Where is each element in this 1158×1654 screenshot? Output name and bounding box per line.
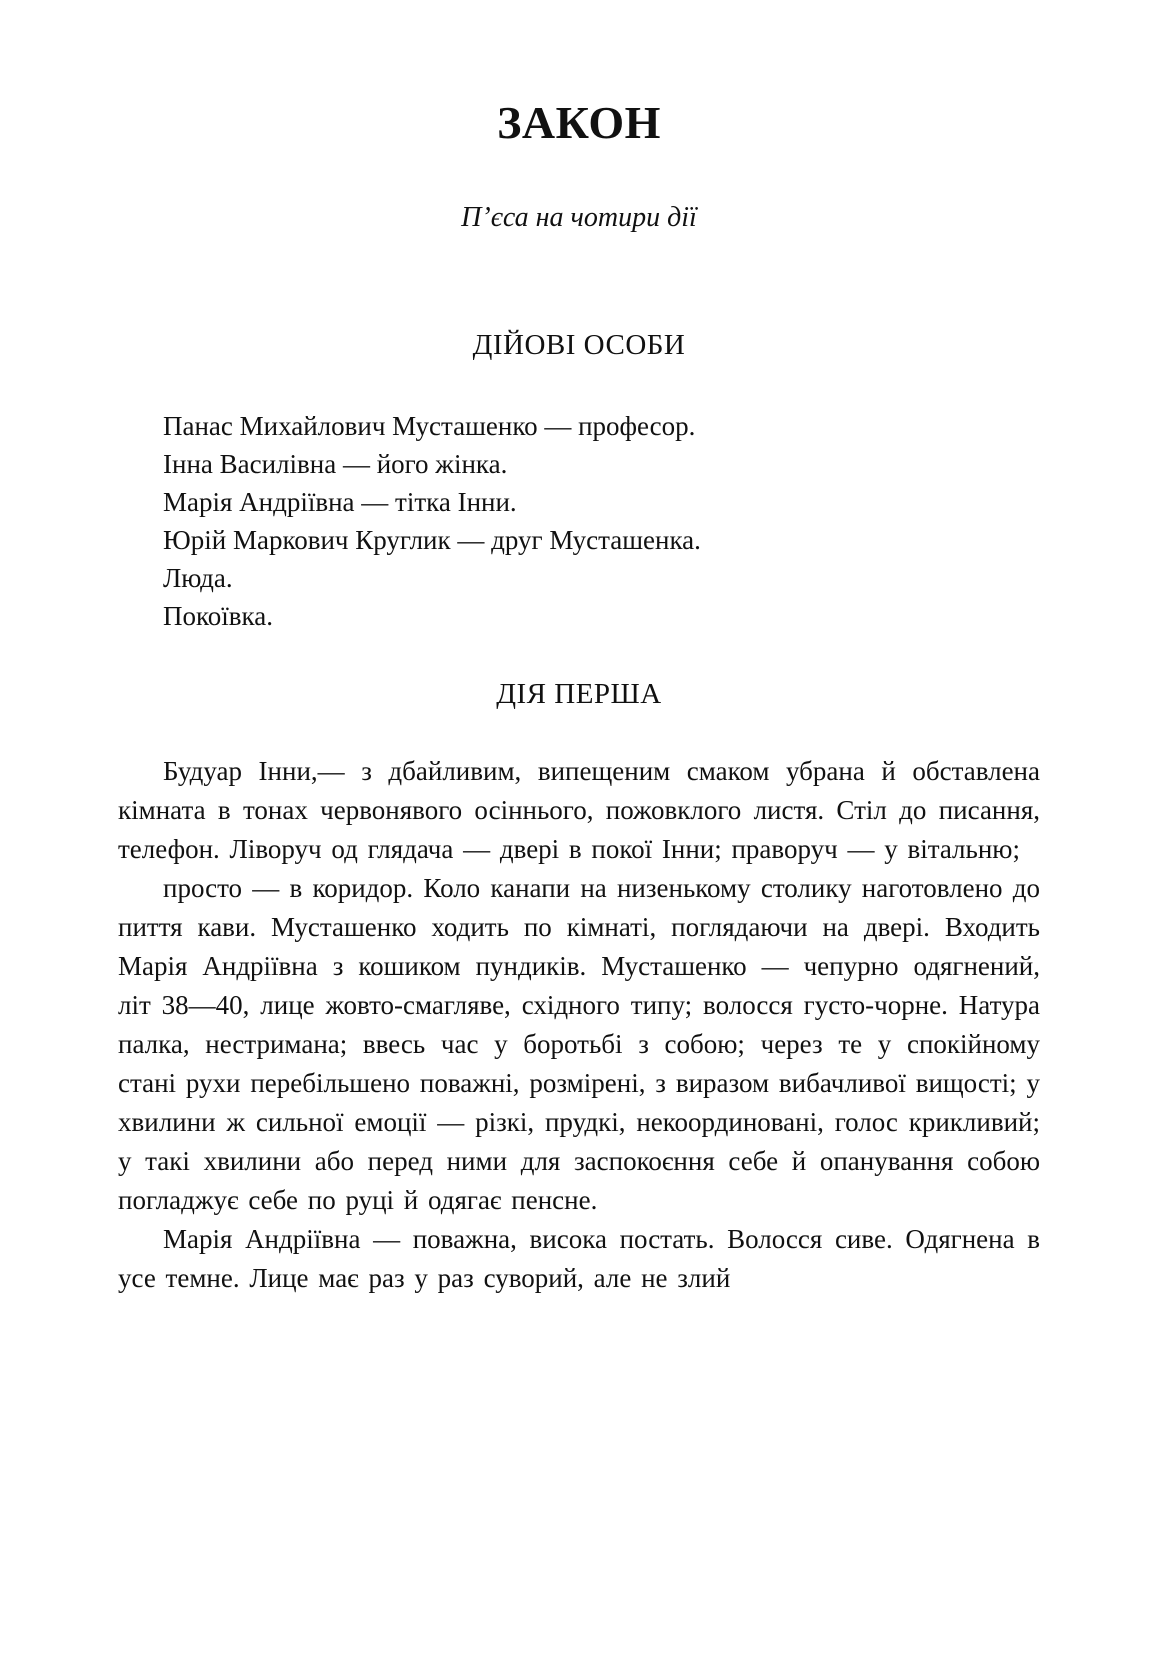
characters-list — [118, 407, 1040, 635]
character-item: Люда. — [163, 562, 233, 593]
character-item: Панас Михайлович Мусташенко — професор. — [163, 410, 696, 441]
character-item: Марія Андріївна — тітка Інни. — [163, 486, 517, 517]
page-title: ЗАКОН — [497, 97, 661, 148]
stage-direction-paragraph: просто — в коридор. Коло канапи на низенькому столику наготовлено до пиття кави. Мусташенко ходить по кімнаті, поглядаючи на двері. Входить Марія Андріївна з кошиком пундиків. Мусташенко — чепурно одягнений, літ 38—40, лице жовто-смагляве, східного типу; волосся густо-чорне. Натура палка, нестримана; ввесь час у боротьбі з собою; через те у спокійному стані рухи перебільшено поважні, розмірені, з виразом вибачливої вищості; у хвилини ж сильної емоції — різкі, прудкі, некоординовані, голос крикливий; у такі хвилини або перед ними для заспокоєння себе й опанування собою погладжує себе по руці й одягає пенсне. — [118, 872, 1040, 1215]
stage-directions — [118, 752, 1040, 1298]
character-item: Покоївка. — [163, 600, 273, 631]
character-item: Юрій Маркович Круглик — друг Мусташенка. — [163, 524, 701, 555]
stage-direction-paragraph: Будуар Інни,— з дбайливим, випещеним смаком убрана й обставлена кімната в тонах червонявого осіннього, пожовклого листя. Стіл до писання, телефон. Ліворуч од глядача — двері в покої Інни; праворуч — у вітальню; — [118, 755, 1040, 864]
play-subtitle: П’єса на чотири дії — [461, 201, 697, 233]
character-item: Інна Василівна — його жінка. — [163, 448, 508, 479]
act-heading: ДІЯ ПЕРША — [496, 677, 662, 710]
characters-heading: ДІЙОВІ ОСОБИ — [472, 329, 686, 362]
stage-direction-paragraph: Марія Андріївна — поважна, висока постать. Волосся сиве. Одягнена в усе темне. Лице має раз у раз суворий, але не злий — [118, 1223, 1040, 1293]
